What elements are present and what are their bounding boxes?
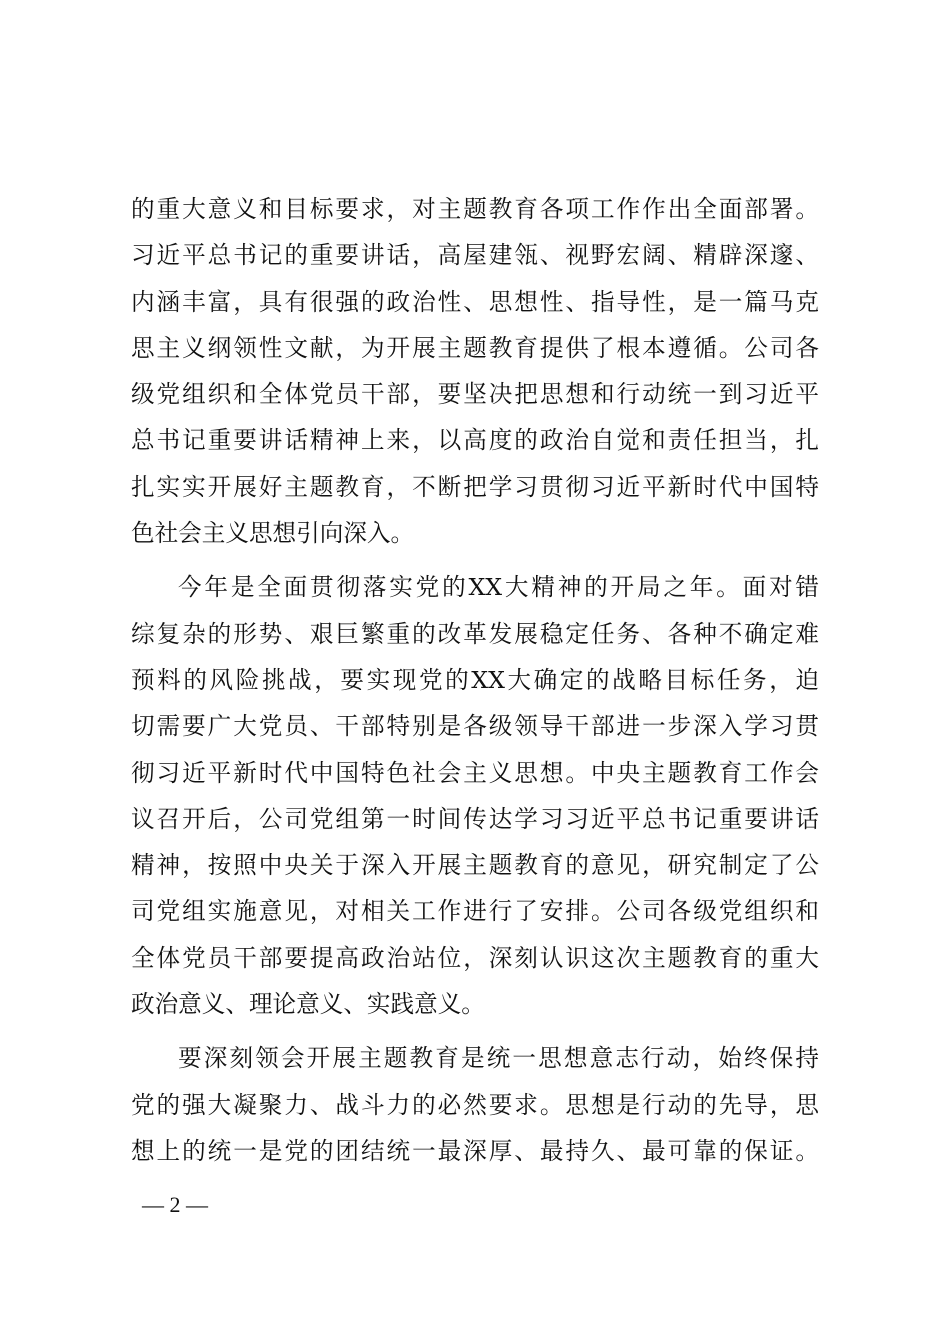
body-text [131,186,819,1174]
paragraph-spacer [131,1027,819,1035]
paragraph-spacer [131,556,819,564]
text-line: 今年是全面贯彻落实党的XX大精神的开局之年。面对错 [178,573,819,602]
text-line: 议召开后，公司党组第一时间传达学习习近平总书记重要讲话 [131,804,819,833]
text-line: 预料的风险挑战，要实现党的XX大确定的战略目标任务，迫 [131,665,819,694]
text-line: 想上的统一是党的团结统一最深厚、最持久、最可靠的保证。 [131,1136,819,1165]
text-line: 要深刻领会开展主题教育是统一思想意志行动，始终保持 [178,1044,819,1073]
text-line: 党的强大凝聚力、战斗力的必然要求。思想是行动的先导，思 [131,1090,819,1119]
text-line: 思主义纲领性文献，为开展主题教育提供了根本遵循。公司各 [131,333,819,362]
text-line: 总书记重要讲话精神上来，以高度的政治自觉和责任担当，扎 [131,426,819,455]
text-line: 彻习近平新时代中国特色社会主义思想。中央主题教育工作会 [131,758,819,787]
text-line: 扎实实开展好主题教育，不断把学习贯彻习近平新时代中国特 [131,472,819,501]
text-line: 综复杂的形势、艰巨繁重的改革发展稳定任务、各种不确定难 [131,619,819,648]
text-line: 切需要广大党员、干部特别是各级领导干部进一步深入学习贯 [131,712,819,741]
text-line: 司党组实施意见，对相关工作进行了安排。公司各级党组织和 [131,897,819,926]
text-line: 内涵丰富，具有很强的政治性、思想性、指导性，是一篇马克 [131,287,819,316]
text-line: 色社会主义思想引向深入。 [131,519,415,548]
text-line: 级党组织和全体党员干部，要坚决把思想和行动统一到习近平 [131,380,819,409]
paragraph-3 [131,1035,819,1174]
text-line: 全体党员干部要提高政治站位，深刻认识这次主题教育的重大 [131,943,819,972]
text-line: 政治意义、理论意义、实践意义。 [131,990,485,1019]
paragraph-1 [131,186,819,556]
text-line: 习近平总书记的重要讲话，高屋建瓴、视野宏阔、精辟深邃、 [131,241,819,270]
text-line: 的重大意义和目标要求，对主题教育各项工作作出全面部署。 [131,195,819,223]
page-number: — 2 — [142,1192,208,1217]
paragraph-2 [131,564,819,1027]
text-line: 精神，按照中央关于深入开展主题教育的意见，研究制定了公 [131,851,819,880]
